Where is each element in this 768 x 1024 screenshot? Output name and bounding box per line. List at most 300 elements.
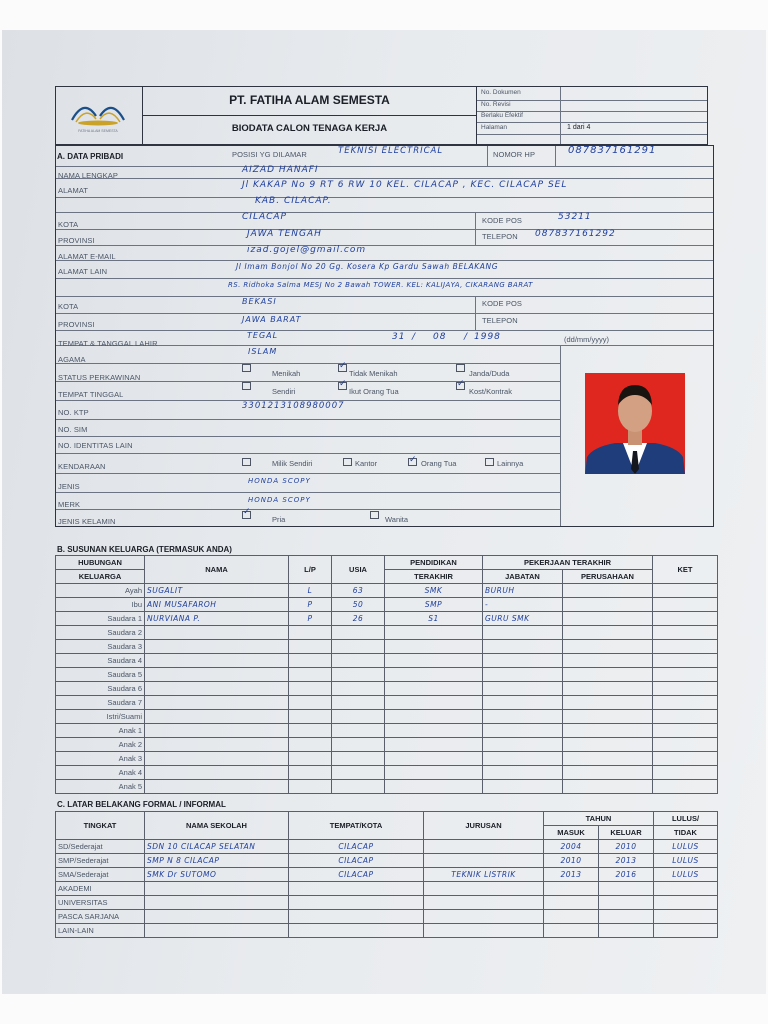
edu-city-cell: CILACAP: [289, 868, 424, 882]
edu-end-cell: 2013: [599, 854, 654, 868]
family-company-cell: [563, 626, 653, 640]
edu-level-cell: UNIVERSITAS: [56, 896, 145, 910]
family-relation-cell: Saudara 2: [56, 626, 145, 640]
merk-label: MERK: [58, 500, 81, 509]
family-gender-cell: [289, 766, 332, 780]
table-row: [56, 654, 718, 668]
family-name-cell: [145, 654, 289, 668]
family-age-cell: [332, 682, 385, 696]
family-name-cell: [145, 724, 289, 738]
family-age-cell: [332, 766, 385, 780]
family-position-cell: [483, 766, 563, 780]
edu-graduate-cell: LULUS: [654, 854, 718, 868]
edu-start-cell: 2013: [544, 868, 599, 882]
family-company-cell: [563, 710, 653, 724]
status-janda-label: Janda/Duda: [469, 369, 510, 378]
tinggal-label: TEMPAT TINGGAL: [58, 390, 124, 399]
edu-end-cell: 2010: [599, 840, 654, 854]
table-row: [56, 626, 718, 640]
kodepos-label: KODE POS: [482, 216, 522, 225]
table-row: [56, 780, 718, 794]
family-company-cell: [563, 654, 653, 668]
edu-major-cell: [424, 840, 544, 854]
col-perusahaan: PERUSAHAAN: [563, 570, 653, 584]
family-table: [55, 555, 718, 794]
posisi-value: TEKNISI ELECTRICAL: [338, 146, 444, 156]
family-education-cell: [385, 626, 483, 640]
family-position-cell: BURUH: [483, 584, 563, 598]
section-b-title: B. SUSUNAN KELUARGA (TERMASUK ANDA): [57, 545, 232, 554]
edu-level-cell: SD/Sederajat: [56, 840, 145, 854]
family-age-cell: 50: [332, 598, 385, 612]
family-note-cell: [653, 752, 718, 766]
table-row: [56, 640, 718, 654]
edu-end-cell: [599, 896, 654, 910]
edu-city-cell: [289, 924, 424, 938]
edu-school-cell: [145, 896, 289, 910]
family-position-cell: [483, 710, 563, 724]
family-education-cell: SMK: [385, 584, 483, 598]
table-row: [56, 854, 718, 868]
family-age-cell: [332, 738, 385, 752]
edu-graduate-cell: [654, 910, 718, 924]
family-note-cell: [653, 780, 718, 794]
col-jabatan: JABATAN: [483, 570, 563, 584]
family-name-cell: NURVIANA P.: [145, 612, 289, 626]
check-icon: ✓: [409, 455, 417, 465]
family-note-cell: [653, 640, 718, 654]
edu-graduate-cell: LULUS: [654, 868, 718, 882]
family-name-cell: [145, 696, 289, 710]
family-age-cell: 63: [332, 584, 385, 598]
kendaraan-lain-checkbox[interactable]: [485, 458, 494, 466]
family-note-cell: [653, 612, 718, 626]
tinggal-kost-label: Kost/Kontrak: [469, 387, 512, 396]
alamat-label: ALAMAT: [58, 186, 89, 195]
table-row: [56, 668, 718, 682]
provinsi2-value: JAWA BARAT: [242, 315, 302, 324]
jenis-label: JENIS: [58, 482, 80, 491]
kendaraan-kantor-checkbox[interactable]: [343, 458, 352, 466]
col-tingkat: TINGKAT: [56, 812, 145, 840]
family-note-cell: [653, 724, 718, 738]
applicant-photo: [585, 373, 685, 474]
edu-end-cell: [599, 910, 654, 924]
kendaraan-ortu-label: Orang Tua: [421, 459, 457, 468]
family-gender-cell: [289, 710, 332, 724]
col-terakhir: TERAKHIR: [385, 570, 483, 584]
telepon2-label: TELEPON: [482, 316, 518, 325]
kodepos-value: 53211: [558, 212, 592, 222]
family-education-cell: S1: [385, 612, 483, 626]
edu-major-cell: [424, 854, 544, 868]
edu-start-cell: [544, 896, 599, 910]
kendaraan-milik-checkbox[interactable]: [242, 458, 251, 466]
tinggal-sendiri-label: Sendiri: [272, 387, 296, 396]
tinggal-sendiri-checkbox[interactable]: [242, 382, 251, 390]
document-title: BIODATA CALON TENAGA KERJA: [231, 123, 388, 134]
family-gender-cell: [289, 668, 332, 682]
family-gender-cell: [289, 682, 332, 696]
col-masuk: MASUK: [544, 826, 599, 840]
family-name-cell: [145, 640, 289, 654]
family-position-cell: GURU SMK: [483, 612, 563, 626]
check-icon: ✓: [243, 507, 251, 517]
family-education-cell: [385, 682, 483, 696]
family-company-cell: [563, 682, 653, 696]
ttl-sep-2: /: [464, 332, 469, 342]
tinggal-ortu-label: Ikut Orang Tua: [349, 387, 399, 396]
family-education-cell: [385, 738, 483, 752]
family-education-cell: [385, 710, 483, 724]
merk-value: HONDA SCOPY: [248, 496, 311, 504]
edu-city-cell: [289, 882, 424, 896]
family-position-cell: [483, 682, 563, 696]
family-gender-cell: [289, 640, 332, 654]
kelamin-wanita-checkbox[interactable]: [370, 511, 379, 519]
table-row: [56, 840, 718, 854]
family-education-cell: [385, 668, 483, 682]
family-note-cell: [653, 654, 718, 668]
family-age-cell: [332, 626, 385, 640]
kendaraan-label: KENDARAAN: [58, 462, 106, 471]
ttl-year-value: 1998: [474, 332, 501, 342]
edu-school-cell: SMP N 8 CILACAP: [145, 854, 289, 868]
family-note-cell: [653, 738, 718, 752]
table-row: [56, 882, 718, 896]
family-relation-cell: Ibu: [56, 598, 145, 612]
family-name-cell: [145, 766, 289, 780]
family-note-cell: [653, 598, 718, 612]
family-note-cell: [653, 766, 718, 780]
family-age-cell: 26: [332, 612, 385, 626]
jenis-value: HONDA SCOPY: [248, 477, 311, 485]
family-note-cell: [653, 584, 718, 598]
family-gender-cell: L: [289, 584, 332, 598]
family-name-cell: [145, 626, 289, 640]
telepon-label: TELEPON: [482, 232, 518, 241]
edu-city-cell: CILACAP: [289, 840, 424, 854]
family-education-cell: [385, 766, 483, 780]
telepon-value: 087837161292: [535, 229, 616, 239]
edu-level-cell: SMP/Sederajat: [56, 854, 145, 868]
edu-graduate-cell: [654, 882, 718, 896]
table-row: [56, 682, 718, 696]
family-gender-cell: [289, 752, 332, 766]
family-company-cell: [563, 584, 653, 598]
provinsi-label: PROVINSI: [58, 236, 95, 245]
family-relation-cell: Saudara 1: [56, 612, 145, 626]
kodepos2-label: KODE POS: [482, 299, 522, 308]
status-menikah-label: Menikah: [272, 369, 301, 378]
family-position-cell: -: [483, 598, 563, 612]
family-company-cell: [563, 640, 653, 654]
table-row: [56, 924, 718, 938]
alamat-lain-label: ALAMAT LAIN: [58, 267, 108, 276]
provinsi2-label: PROVINSI: [58, 320, 95, 329]
ttl-day-value: 31: [392, 332, 406, 342]
family-note-cell: [653, 626, 718, 640]
edu-end-cell: [599, 882, 654, 896]
check-icon: ✓: [339, 379, 347, 389]
alamat-value-1: Jl KAKAP No 9 RT 6 RW 10 KEL. CILACAP , KEC. CILACAP SEL: [242, 180, 568, 190]
company-name: PT. FATIHA ALAM SEMESTA: [229, 93, 390, 107]
family-company-cell: [563, 766, 653, 780]
family-age-cell: [332, 640, 385, 654]
edu-graduate-cell: LULUS: [654, 840, 718, 854]
edu-start-cell: [544, 910, 599, 924]
check-icon: ✓: [457, 379, 465, 389]
family-name-cell: [145, 780, 289, 794]
family-gender-cell: [289, 654, 332, 668]
family-relation-cell: Istri/Suami: [56, 710, 145, 724]
family-age-cell: [332, 696, 385, 710]
family-relation-cell: Ayah: [56, 584, 145, 598]
meta-eff-label: Berlaku Efektif: [481, 112, 523, 119]
col-hubungan: HUBUNGAN: [56, 556, 145, 570]
ttl-month-value: 08: [433, 332, 447, 342]
family-name-cell: [145, 682, 289, 696]
family-gender-cell: [289, 696, 332, 710]
edu-start-cell: [544, 882, 599, 896]
family-position-cell: [483, 738, 563, 752]
family-relation-cell: Saudara 7: [56, 696, 145, 710]
edu-level-cell: AKADEMI: [56, 882, 145, 896]
family-relation-cell: Saudara 3: [56, 640, 145, 654]
edu-city-cell: CILACAP: [289, 854, 424, 868]
status-menikah-checkbox[interactable]: [242, 364, 251, 372]
family-age-cell: [332, 654, 385, 668]
table-row: [56, 612, 718, 626]
table-row: [56, 710, 718, 724]
table-row: [56, 868, 718, 882]
edu-major-cell: [424, 896, 544, 910]
table-row: [56, 738, 718, 752]
family-note-cell: [653, 696, 718, 710]
ttl-sep-1: /: [412, 332, 417, 342]
edu-major-cell: [424, 924, 544, 938]
kota-label: KOTA: [58, 220, 79, 229]
status-label: STATUS PERKAWINAN: [58, 373, 141, 382]
col-pendidikan: PENDIDIKAN: [385, 556, 483, 570]
family-company-cell: [563, 738, 653, 752]
col-jurusan: JURUSAN: [424, 812, 544, 840]
status-tidak-menikah-label: Tidak Menikah: [349, 369, 398, 378]
ktp-value: 3301213108980007: [242, 401, 345, 411]
nomor-hp-label: NOMOR HP: [493, 150, 536, 159]
edu-major-cell: [424, 910, 544, 924]
alamat-value-2: KAB. CILACAP.: [255, 196, 332, 206]
ttl-label: TEMPAT & TANGGAL LAHIR: [58, 339, 158, 348]
status-janda-checkbox[interactable]: [456, 364, 465, 372]
sim-label: NO. SIM: [58, 425, 88, 434]
family-position-cell: [483, 668, 563, 682]
edu-level-cell: LAIN-LAIN: [56, 924, 145, 938]
section-a-title: A. DATA PRIBADI: [57, 152, 124, 161]
nama-label: NAMA LENGKAP: [58, 171, 118, 180]
col-sekolah: NAMA SEKOLAH: [145, 812, 289, 840]
edu-city-cell: [289, 910, 424, 924]
col-lp: L/P: [289, 556, 332, 584]
family-name-cell: [145, 668, 289, 682]
table-row: [56, 584, 718, 598]
edu-school-cell: SDN 10 CILACAP SELATAN: [145, 840, 289, 854]
family-name-cell: ANI MUSAFAROH: [145, 598, 289, 612]
edu-city-cell: [289, 896, 424, 910]
family-age-cell: [332, 668, 385, 682]
family-name-cell: [145, 738, 289, 752]
family-age-cell: [332, 710, 385, 724]
family-gender-cell: [289, 780, 332, 794]
family-relation-cell: Saudara 4: [56, 654, 145, 668]
family-position-cell: [483, 780, 563, 794]
family-note-cell: [653, 668, 718, 682]
col-keluarga: KELUARGA: [56, 570, 145, 584]
table-row: [56, 910, 718, 924]
kendaraan-kantor-label: Kantor: [355, 459, 378, 468]
edu-major-cell: [424, 882, 544, 896]
family-education-cell: [385, 752, 483, 766]
family-gender-cell: [289, 738, 332, 752]
edu-end-cell: 2016: [599, 868, 654, 882]
col-nama: NAMA: [145, 556, 289, 584]
family-education-cell: [385, 654, 483, 668]
family-relation-cell: Anak 1: [56, 724, 145, 738]
edu-start-cell: [544, 924, 599, 938]
family-age-cell: [332, 780, 385, 794]
table-row: [56, 766, 718, 780]
education-table: [55, 811, 718, 938]
family-position-cell: [483, 696, 563, 710]
family-education-cell: [385, 780, 483, 794]
family-education-cell: [385, 696, 483, 710]
family-education-cell: [385, 640, 483, 654]
col-usia: USIA: [332, 556, 385, 584]
edu-graduate-cell: [654, 924, 718, 938]
edu-end-cell: [599, 924, 654, 938]
email-value: izad.gojel@gmail.com: [247, 245, 367, 255]
family-name-cell: [145, 710, 289, 724]
meta-page-value: 1 dari 4: [567, 124, 591, 131]
email-label: ALAMAT E-MAIL: [58, 252, 116, 261]
agama-value: ISLAM: [248, 347, 278, 356]
family-note-cell: [653, 710, 718, 724]
col-pekerjaan: PEKERJAAN TERAKHIR: [483, 556, 653, 570]
family-position-cell: [483, 752, 563, 766]
family-education-cell: [385, 724, 483, 738]
meta-doc-label: No. Dokumen: [481, 89, 521, 96]
kendaraan-milik-label: Milik Sendiri: [272, 459, 313, 468]
table-row: [56, 598, 718, 612]
col-keluar: KELUAR: [599, 826, 654, 840]
edu-graduate-cell: [654, 896, 718, 910]
col-tidak: TIDAK: [654, 826, 718, 840]
kota2-label: KOTA: [58, 302, 79, 311]
kelamin-label: JENIS KELAMIN: [58, 517, 116, 526]
family-gender-cell: [289, 724, 332, 738]
family-company-cell: [563, 752, 653, 766]
edu-start-cell: 2004: [544, 840, 599, 854]
col-lulus: LULUS/: [654, 812, 718, 826]
family-relation-cell: Saudara 6: [56, 682, 145, 696]
table-row: [56, 696, 718, 710]
family-education-cell: SMP: [385, 598, 483, 612]
ttl-place-value: TEGAL: [247, 331, 279, 340]
family-name-cell: [145, 752, 289, 766]
family-company-cell: [563, 598, 653, 612]
family-position-cell: [483, 640, 563, 654]
check-icon: ✓: [339, 361, 347, 371]
family-relation-cell: Anak 5: [56, 780, 145, 794]
section-c-title: C. LATAR BELAKANG FORMAL / INFORMAL: [57, 800, 226, 809]
family-position-cell: [483, 724, 563, 738]
family-company-cell: [563, 780, 653, 794]
family-relation-cell: Anak 4: [56, 766, 145, 780]
family-gender-cell: P: [289, 612, 332, 626]
kendaraan-lain-label: Lainnya: [497, 459, 524, 468]
family-company-cell: [563, 696, 653, 710]
logo-caption: FATIHA ALAM SEMESTA: [78, 129, 118, 133]
edu-level-cell: SMA/Sederajat: [56, 868, 145, 882]
edu-school-cell: [145, 882, 289, 896]
table-row: [56, 724, 718, 738]
family-name-cell: SUGALIT: [145, 584, 289, 598]
edu-major-cell: TEKNIK LISTRIK: [424, 868, 544, 882]
edu-school-cell: [145, 910, 289, 924]
identitas-label: NO. IDENTITAS LAIN: [58, 441, 133, 450]
edu-level-cell: PASCA SARJANA: [56, 910, 145, 924]
family-gender-cell: P: [289, 598, 332, 612]
family-position-cell: [483, 626, 563, 640]
family-relation-cell: Anak 2: [56, 738, 145, 752]
table-row: [56, 896, 718, 910]
ktp-label: NO. KTP: [58, 408, 89, 417]
meta-page-label: Halaman: [481, 124, 508, 131]
family-gender-cell: [289, 626, 332, 640]
kelamin-pria-label: Pria: [272, 515, 286, 524]
agama-label: AGAMA: [58, 355, 86, 364]
edu-school-cell: [145, 924, 289, 938]
family-note-cell: [653, 682, 718, 696]
alamat-lain-value-2: RS. Ridhoka Salma MESJ No 2 Bawah TOWER. KEL: KALIJAYA, CIKARANG BARAT: [228, 281, 533, 289]
family-company-cell: [563, 668, 653, 682]
family-relation-cell: Saudara 5: [56, 668, 145, 682]
nama-value: AIZAD HANAFI: [242, 165, 319, 175]
ttl-format-hint: (dd/mm/yyyy): [564, 335, 609, 344]
kota-value: CILACAP: [242, 212, 287, 222]
col-tempat: TEMPAT/KOTA: [289, 812, 424, 840]
provinsi-value: JAWA TENGAH: [247, 229, 322, 239]
alamat-lain-value-1: Jl Imam Bonjol No 20 Gg. Kosera Kp Gardu Sawah BELAKANG: [236, 262, 499, 271]
table-row: [56, 752, 718, 766]
kelamin-wanita-label: Wanita: [385, 515, 409, 524]
kota2-value: BEKASI: [242, 297, 277, 306]
family-position-cell: [483, 654, 563, 668]
company-logo: [62, 92, 134, 138]
edu-start-cell: 2010: [544, 854, 599, 868]
family-company-cell: [563, 724, 653, 738]
edu-school-cell: SMK Dr SUTOMO: [145, 868, 289, 882]
nomor-hp-value: 087837161291: [568, 145, 657, 156]
col-ket: KET: [653, 556, 718, 584]
family-relation-cell: Anak 3: [56, 752, 145, 766]
posisi-label: POSISI YG DILAMAR: [232, 150, 307, 159]
family-age-cell: [332, 724, 385, 738]
family-company-cell: [563, 612, 653, 626]
meta-rev-label: No. Revisi: [481, 101, 511, 108]
family-age-cell: [332, 752, 385, 766]
col-tahun: TAHUN: [544, 812, 654, 826]
